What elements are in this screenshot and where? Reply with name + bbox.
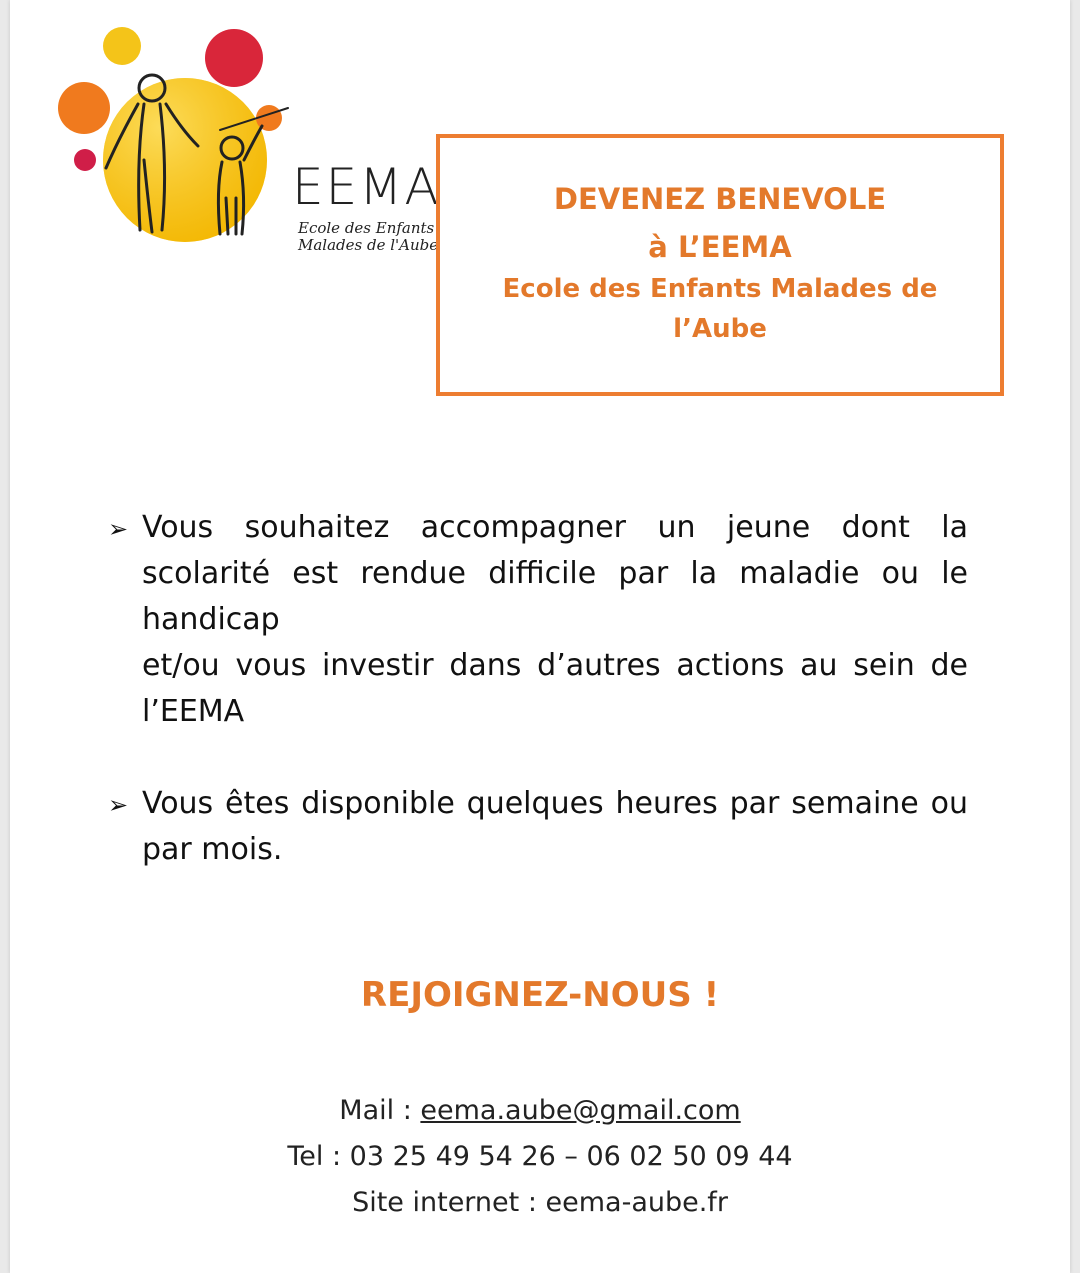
bullet-line: scolarité est rendue difficile par la maladie ou le — [142, 556, 968, 591]
arrowhead-bullet-icon: ➢ — [108, 791, 129, 819]
contact-info — [10, 1088, 1070, 1226]
mail-label: Mail : — [339, 1095, 421, 1126]
headline-title: DEVENEZ BENEVOLE — [553, 182, 887, 216]
call-to-action: REJOIGNEZ-NOUS ! — [360, 975, 720, 1015]
bullet-line: Vous êtes disponible quelques heures par semaine ou — [142, 786, 968, 821]
bullet-list — [108, 505, 968, 873]
list-item — [108, 505, 968, 735]
bullet-line: et/ou vous investir dans d’autres actions au sein de — [142, 648, 968, 683]
logo-subtitle-line: Ecole des Enfants — [298, 219, 435, 237]
list-item — [108, 781, 968, 873]
bullet-line: l’EEMA — [142, 694, 245, 729]
contact-tel: Tel : 03 25 49 54 26 – 06 02 50 09 44 — [287, 1141, 793, 1172]
logo-wordmark: EEMA — [292, 158, 441, 216]
bullet-line: Vous souhaitez accompagner un jeune dont la — [142, 510, 968, 545]
contact-mail — [10, 1088, 1070, 1134]
bullet-line: par mois. — [142, 832, 283, 867]
document-page — [10, 0, 1070, 1273]
bullet-line: handicap — [142, 602, 280, 637]
headline-org-name: Ecole des Enfants Malades de — [502, 274, 938, 304]
mail-link[interactable]: eema.aube@gmail.com — [420, 1095, 741, 1126]
contact-site: Site internet : eema-aube.fr — [352, 1187, 728, 1218]
headline-org-name-cont: l’Aube — [673, 314, 767, 344]
logo-subtitle-line: Malades de l'Aube — [298, 236, 439, 254]
eema-logo — [40, 20, 440, 270]
headline-box — [436, 134, 1004, 396]
headline-subtitle: à L’EEMA — [648, 230, 792, 264]
arrowhead-bullet-icon: ➢ — [108, 515, 129, 543]
